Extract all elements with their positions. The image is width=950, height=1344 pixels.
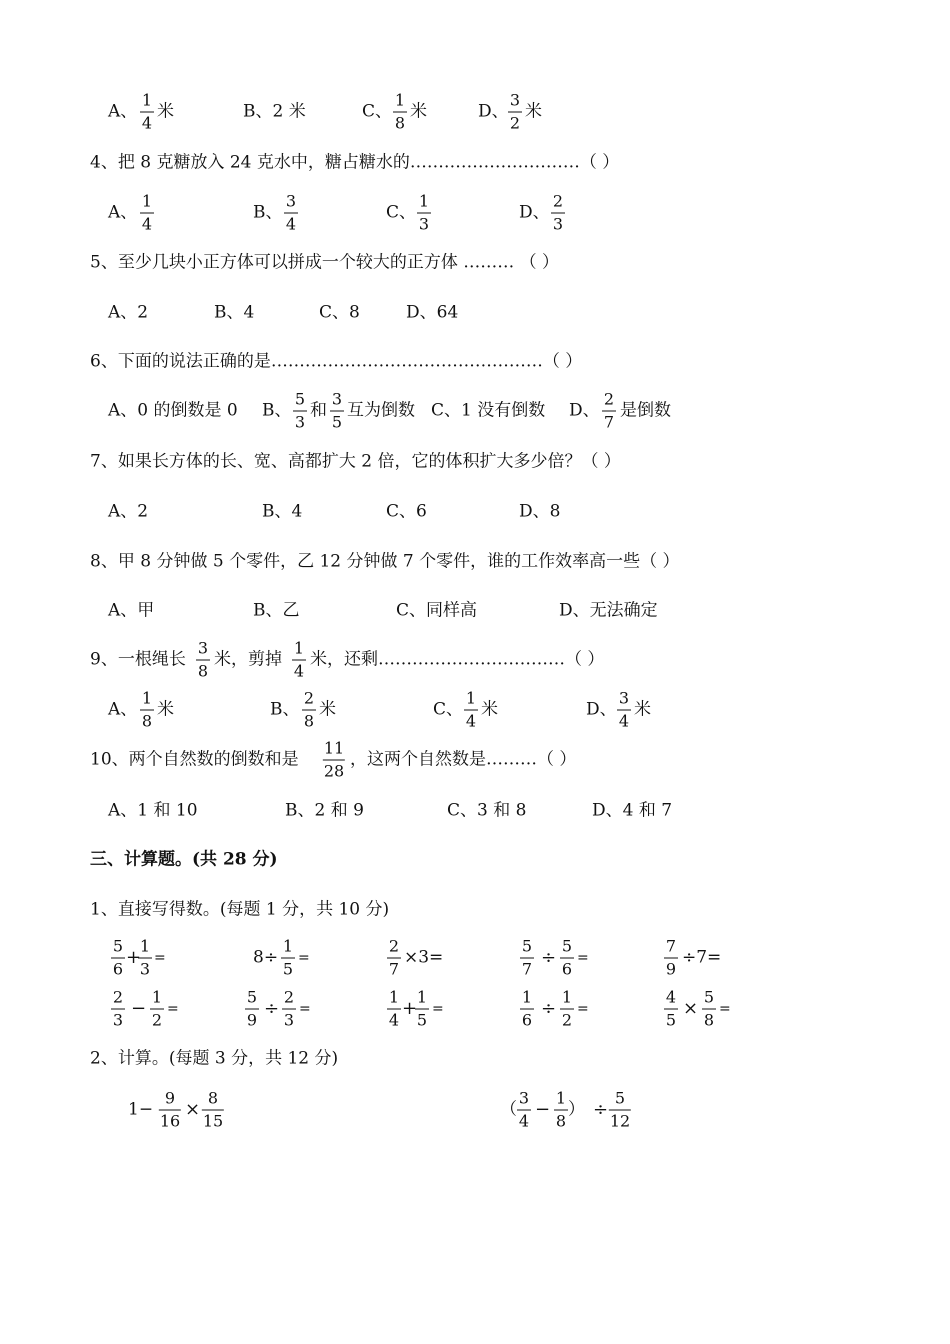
q5-option-d: D、64 <box>406 302 459 323</box>
q8-option-b: B、乙 <box>253 600 300 621</box>
calc1-e7-eq: = <box>299 1001 311 1017</box>
q9-option-c-label: C、 <box>433 699 464 720</box>
calc1-e9-frac-1: $\frac{1}{6}$ <box>521 987 533 1030</box>
q3-option-b: B、2 米 <box>243 101 306 122</box>
q6-option-b-mid: 和 <box>310 400 327 421</box>
calc1-e4-frac-2: $\frac{5}{6}$ <box>561 936 573 979</box>
q10-tail: ，这两个自然数是………（ ） <box>350 749 577 770</box>
q9-option-a-unit: 米 <box>157 699 174 720</box>
calc1-e5-frac: $\frac{7}{9}$ <box>665 936 677 979</box>
q9-mid: 米，剪掉 <box>214 649 282 670</box>
q6-option-a: A、0 的倒数是 0 <box>108 400 238 421</box>
calc1-e8-eq: = <box>432 1001 444 1017</box>
calc1-e3-post: ×3= <box>404 947 444 968</box>
calc1-e7-frac-2: $\frac{2}{3}$ <box>283 987 295 1030</box>
calc1-e9-frac-2: $\frac{1}{2}$ <box>561 987 573 1030</box>
q10-option-b: B、2 和 9 <box>285 800 364 821</box>
q6-option-d-fraction: $\frac{2}{7}$ <box>603 389 615 432</box>
q4-option-b-fraction: $\frac{3}{4}$ <box>285 191 297 234</box>
calc1-e5-post: ÷7= <box>682 947 722 968</box>
calc1-e8-frac-2: $\frac{1}{5}$ <box>416 987 428 1030</box>
q10-option-a: A、1 和 10 <box>108 800 198 821</box>
calc2-p1-frac-2: $\frac{8}{15}$ <box>202 1088 224 1131</box>
q3-option-d-fraction: $\frac{3}{2}$ <box>509 90 521 133</box>
q9-option-d-label: D、 <box>586 699 617 720</box>
q4-option-b-label: B、 <box>253 202 283 223</box>
calc2-p1-frac-1: $\frac{9}{16}$ <box>159 1088 181 1131</box>
q3-option-a-label: A、 <box>108 101 138 122</box>
q7-option-d: D、8 <box>519 501 561 522</box>
q3-option-d-label: D、 <box>478 101 509 122</box>
q6-option-d-tail: 是倒数 <box>620 400 671 421</box>
q9-fraction-2: $\frac{1}{4}$ <box>293 638 305 681</box>
q6-question: 6、下面的说法正确的是…………………………………………（ ） <box>90 351 583 372</box>
calc2-p2-frac-3: $\frac{5}{12}$ <box>609 1088 631 1131</box>
calc1-e3-frac: $\frac{2}{7}$ <box>388 936 400 979</box>
q4-option-a-fraction: $\frac{1}{4}$ <box>141 191 153 234</box>
q6-option-d-label: D、 <box>569 400 600 421</box>
calc1-e2-eq: = <box>298 950 310 966</box>
calc2-p2-frac-2: $\frac{1}{8}$ <box>555 1088 567 1131</box>
q8-option-d: D、无法确定 <box>559 600 658 621</box>
calc1-e8-frac-1: $\frac{1}{4}$ <box>388 987 400 1030</box>
section-3-heading: 三、计算题。(共 28 分) <box>90 849 278 870</box>
q9-fraction-1: $\frac{3}{8}$ <box>197 638 209 681</box>
q4-question: 4、把 8 克糖放入 24 克水中，糖占糖水的…………………………（ ） <box>90 152 620 173</box>
calc1-e9-op: ÷ <box>541 998 557 1019</box>
calc1-e6-op: − <box>131 998 147 1019</box>
calc2-p2-op: − <box>535 1099 551 1120</box>
calc1-e10-op: × <box>683 998 699 1019</box>
calc2-p1-op: × <box>185 1099 201 1120</box>
calc2-p1-pre: 1− <box>128 1099 154 1120</box>
q3-option-d-unit: 米 <box>525 101 542 122</box>
calc1-e10-eq: = <box>719 1001 731 1017</box>
q9-option-b-unit: 米 <box>319 699 336 720</box>
q7-option-c: C、6 <box>386 501 427 522</box>
calc1-e1-frac-2: $\frac{1}{3}$ <box>139 936 151 979</box>
calc1-e6-frac-2: $\frac{1}{2}$ <box>151 987 163 1030</box>
q9-tail: 米，还剩……………………………（ ） <box>310 649 605 670</box>
calc1-e6-eq: = <box>167 1001 179 1017</box>
q7-option-a: A、2 <box>108 501 149 522</box>
q8-question: 8、甲 8 分钟做 5 个零件，乙 12 分钟做 7 个零件，谁的工作效率高一些（ ） <box>90 551 680 572</box>
q9-option-d-fraction: $\frac{3}{4}$ <box>618 688 630 731</box>
q6-option-b-tail: 互为倒数 <box>347 400 415 421</box>
q9-option-d-unit: 米 <box>634 699 651 720</box>
q4-option-a-label: A、 <box>108 202 138 223</box>
calc1-e2-frac: $\frac{1}{5}$ <box>282 936 294 979</box>
q4-option-d-label: D、 <box>519 202 550 223</box>
calc1-e6-frac-1: $\frac{2}{3}$ <box>112 987 124 1030</box>
q6-option-b-fraction-1: $\frac{5}{3}$ <box>294 389 306 432</box>
calc1-heading: 1、直接写得数。(每题 1 分，共 10 分) <box>90 899 390 920</box>
calc2-p2-frac-1: $\frac{3}{4}$ <box>518 1088 530 1131</box>
q10-option-d: D、4 和 7 <box>592 800 673 821</box>
q9-option-b-fraction: $\frac{2}{8}$ <box>303 688 315 731</box>
q3-option-c-fraction: $\frac{1}{8}$ <box>394 90 406 133</box>
calc1-e9-eq: = <box>577 1001 589 1017</box>
calc1-e4-eq: = <box>577 950 589 966</box>
q5-option-c: C、8 <box>319 302 360 323</box>
q9-option-c-unit: 米 <box>481 699 498 720</box>
calc2-p2-div: ÷ <box>593 1099 609 1120</box>
calc1-e10-frac-2: $\frac{5}{8}$ <box>703 987 715 1030</box>
q5-option-a: A、2 <box>108 302 149 323</box>
q5-question: 5、至少几块小正方体可以拼成一个较大的正方体 ……… （ ） <box>90 252 560 273</box>
calc1-e1-eq: = <box>154 950 166 966</box>
q4-option-c-label: C、 <box>386 202 417 223</box>
q8-option-a: A、甲 <box>108 600 155 621</box>
calc1-e10-frac-1: $\frac{4}{5}$ <box>665 987 677 1030</box>
q9-option-b-label: B、 <box>270 699 300 720</box>
q10-fraction: $\frac{11}{28}$ <box>323 738 345 781</box>
q6-option-c: C、1 没有倒数 <box>431 400 546 421</box>
q6-option-b-fraction-2: $\frac{3}{5}$ <box>331 389 343 432</box>
calc2-p2-open: （ <box>500 1099 517 1120</box>
q10-prefix: 10、两个自然数的倒数和是 <box>90 749 299 770</box>
calc1-e8-op: + <box>402 998 418 1019</box>
q9-option-c-fraction: $\frac{1}{4}$ <box>465 688 477 731</box>
calc1-e2-pre: 8÷ <box>253 947 279 968</box>
q9-option-a-label: A、 <box>108 699 138 720</box>
q3-option-a-fraction: $\frac{1}{4}$ <box>141 90 153 133</box>
q5-option-b: B、4 <box>214 302 255 323</box>
q3-option-c-unit: 米 <box>410 101 427 122</box>
q10-option-c: C、3 和 8 <box>447 800 527 821</box>
q3-option-c-label: C、 <box>362 101 393 122</box>
q7-option-b: B、4 <box>262 501 303 522</box>
q4-option-d-fraction: $\frac{2}{3}$ <box>552 191 564 234</box>
q7-question: 7、如果长方体的长、宽、高都扩大 2 倍，它的体积扩大多少倍？（ ） <box>90 451 621 472</box>
calc1-e4-op: ÷ <box>541 947 557 968</box>
calc2-p2-close: ） <box>568 1099 585 1120</box>
q6-option-b-label: B、 <box>262 400 292 421</box>
calc1-e1-op: + <box>126 947 142 968</box>
calc1-e7-op: ÷ <box>264 998 280 1019</box>
q9-option-a-fraction: $\frac{1}{8}$ <box>141 688 153 731</box>
q4-option-c-fraction: $\frac{1}{3}$ <box>418 191 430 234</box>
q8-option-c: C、同样高 <box>396 600 478 621</box>
q9-prefix: 9、一根绳长 <box>90 649 186 670</box>
calc2-heading: 2、计算。(每题 3 分，共 12 分) <box>90 1048 339 1069</box>
calc1-e7-frac-1: $\frac{5}{9}$ <box>246 987 258 1030</box>
calc1-e1-frac-1: $\frac{5}{6}$ <box>112 936 124 979</box>
q3-option-a-unit: 米 <box>157 101 174 122</box>
calc1-e4-frac-1: $\frac{5}{7}$ <box>521 936 533 979</box>
